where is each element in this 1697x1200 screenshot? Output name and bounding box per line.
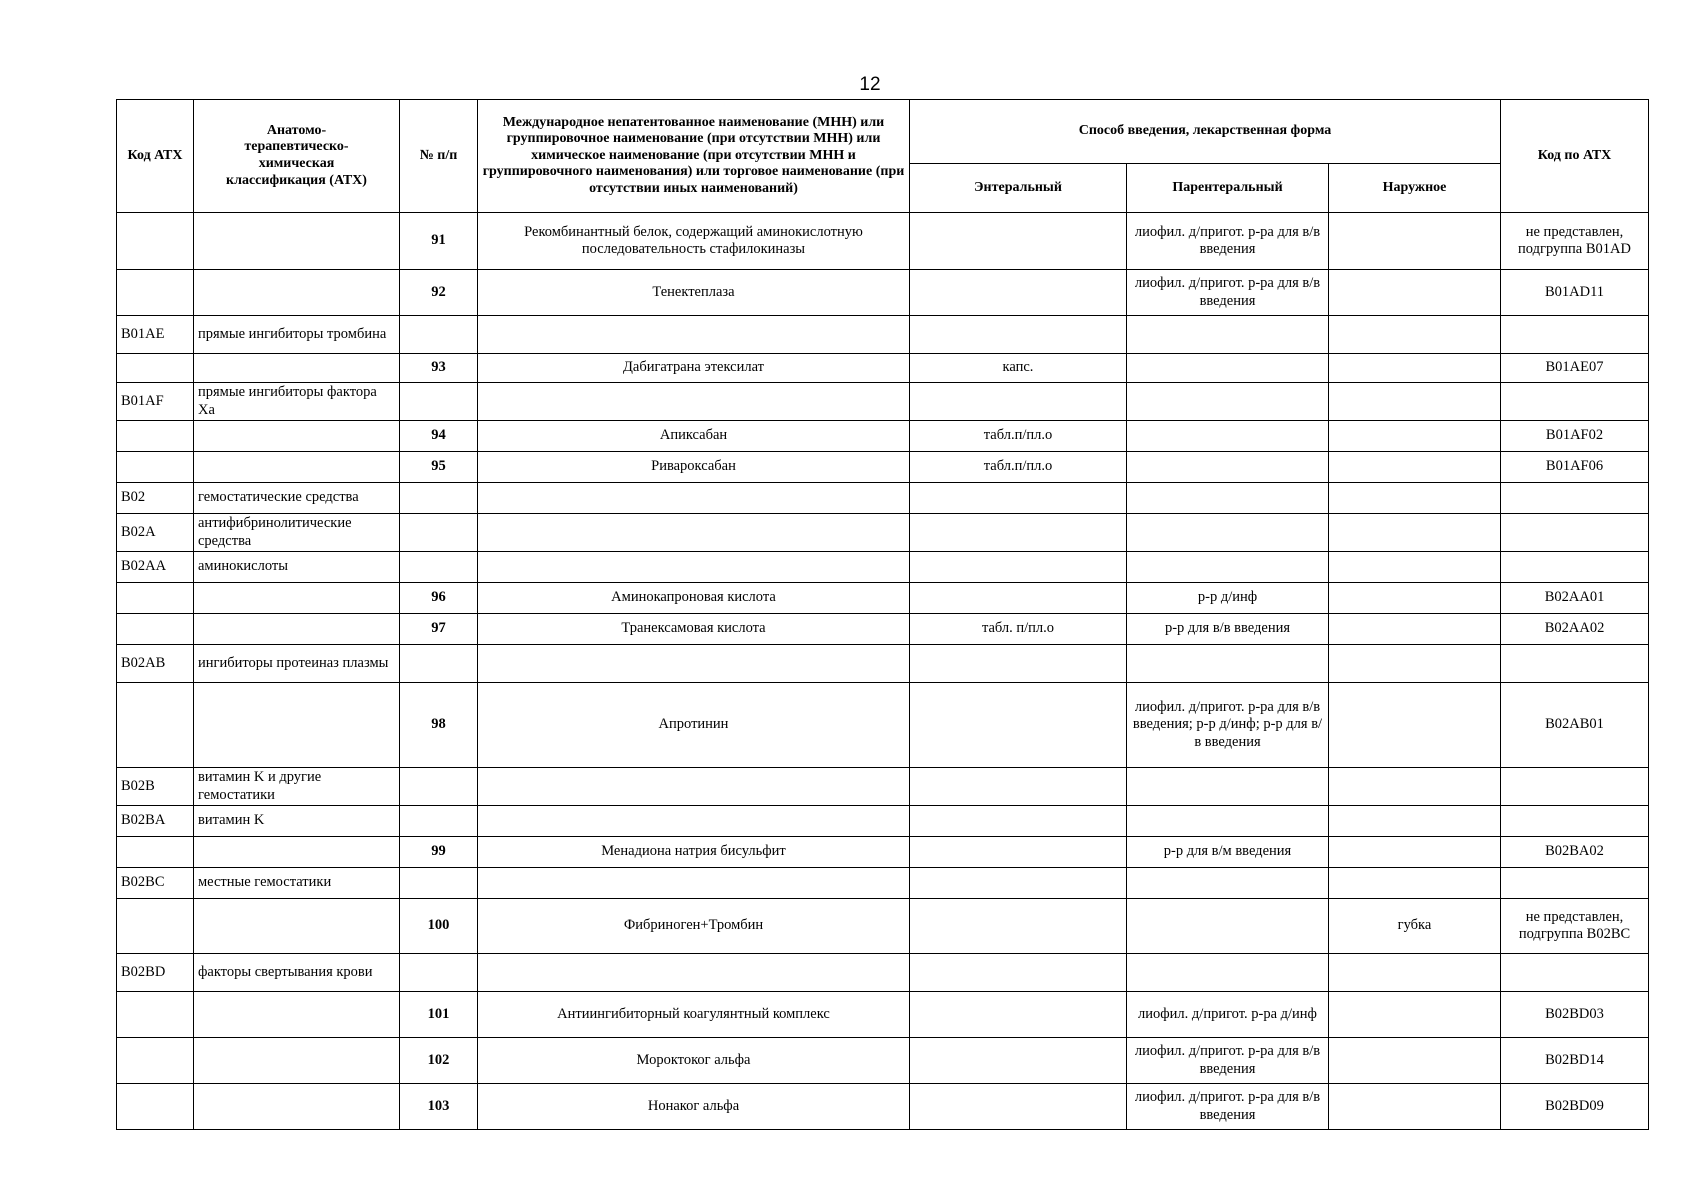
enteral-form-cell [910,806,1127,837]
classification-cell [194,583,400,614]
classification-cell: прямые ингибиторы фактора Ха [194,383,400,421]
enteral-form-cell [910,483,1127,514]
external-form-cell [1329,992,1501,1038]
atx-ref-cell: B02BD09 [1501,1084,1649,1130]
number-cell [400,514,478,552]
atx-ref-cell [1501,316,1649,354]
header-number: № п/п [400,100,478,213]
enteral-form-cell: табл.п/пл.о [910,452,1127,483]
enteral-form-cell [910,1084,1127,1130]
drug-name-cell [478,383,910,421]
atx-code-cell [117,1084,194,1130]
atx-ref-cell: B01AD11 [1501,270,1649,316]
header-parenteral: Парентеральный [1127,164,1329,213]
drug-name-cell: Транексамовая кислота [478,614,910,645]
enteral-form-cell [910,899,1127,954]
classification-cell: прямые ингибиторы тромбина [194,316,400,354]
drug-name-cell [478,868,910,899]
enteral-form-cell [910,868,1127,899]
atx-ref-cell [1501,514,1649,552]
atx-code-cell: B01AF [117,383,194,421]
header-enteral: Энтеральный [910,164,1127,213]
number-cell: 102 [400,1038,478,1084]
classification-cell [194,614,400,645]
number-cell [400,768,478,806]
atx-code-cell [117,683,194,768]
external-form-cell [1329,614,1501,645]
table-body [117,213,1649,1130]
atx-ref-cell: не представлен, подгруппа B01AD [1501,213,1649,270]
drug-name-cell [478,768,910,806]
enteral-form-cell [910,768,1127,806]
classification-cell: гемостатические средства [194,483,400,514]
parenteral-form-cell: лиофил. д/пригот. р-ра для в/в введения [1127,270,1329,316]
classification-cell [194,683,400,768]
table-row [117,483,1649,514]
external-form-cell [1329,837,1501,868]
atx-ref-cell [1501,768,1649,806]
atx-ref-cell: B01AF02 [1501,421,1649,452]
table-row [117,270,1649,316]
number-cell [400,806,478,837]
table-row [117,1038,1649,1084]
number-cell: 92 [400,270,478,316]
atx-code-cell [117,837,194,868]
header-route-group: Способ введения, лекарственная форма [910,100,1501,164]
drug-name-cell [478,954,910,992]
table-row [117,645,1649,683]
number-cell: 95 [400,452,478,483]
external-form-cell [1329,421,1501,452]
atx-ref-cell: не представлен, подгруппа B02BC [1501,899,1649,954]
atx-code-cell: B02AB [117,645,194,683]
number-cell [400,316,478,354]
atx-ref-cell: B01AE07 [1501,354,1649,383]
external-form-cell [1329,483,1501,514]
atx-ref-cell: B02BD14 [1501,1038,1649,1084]
classification-cell: аминокислоты [194,552,400,583]
atx-ref-cell: B01AF06 [1501,452,1649,483]
atx-code-cell [117,452,194,483]
number-cell [400,552,478,583]
external-form-cell [1329,383,1501,421]
number-cell: 96 [400,583,478,614]
header-classification: Анатомо-терапевтическо-химическая классификация (АТХ) [194,100,400,213]
drug-name-cell: Антиингибиторный коагулянтный комплекс [478,992,910,1038]
external-form-cell [1329,954,1501,992]
external-form-cell [1329,316,1501,354]
atx-ref-cell: B02BA02 [1501,837,1649,868]
drug-name-cell [478,645,910,683]
external-form-cell: губка [1329,899,1501,954]
table-row [117,514,1649,552]
table-row [117,837,1649,868]
classification-cell [194,837,400,868]
parenteral-form-cell [1127,316,1329,354]
classification-cell [194,213,400,270]
atx-code-cell: B01AE [117,316,194,354]
number-cell: 103 [400,1084,478,1130]
classification-cell [194,421,400,452]
number-cell: 91 [400,213,478,270]
table-row [117,899,1649,954]
parenteral-form-cell [1127,768,1329,806]
drug-name-cell: Апиксабан [478,421,910,452]
table-row [117,316,1649,354]
enteral-form-cell [910,552,1127,583]
classification-cell [194,354,400,383]
number-cell [400,954,478,992]
atx-ref-cell [1501,868,1649,899]
number-cell: 97 [400,614,478,645]
enteral-form-cell [910,1038,1127,1084]
classification-cell: антифибринолитические средства [194,514,400,552]
parenteral-form-cell: р-р для в/в введения [1127,614,1329,645]
atx-code-cell: B02AA [117,552,194,583]
parenteral-form-cell: лиофил. д/пригот. р-ра для в/в введения [1127,1038,1329,1084]
drug-name-cell: Менадиона натрия бисульфит [478,837,910,868]
drug-name-cell: Тенектеплаза [478,270,910,316]
atx-ref-cell [1501,383,1649,421]
enteral-form-cell [910,683,1127,768]
parenteral-form-cell: лиофил. д/пригот. р-ра для в/в введения [1127,213,1329,270]
enteral-form-cell [910,837,1127,868]
table-header [117,100,1649,213]
external-form-cell [1329,270,1501,316]
drug-name-cell: Апротинин [478,683,910,768]
drug-name-cell [478,552,910,583]
atx-code-cell [117,1038,194,1084]
parenteral-form-cell: лиофил. д/пригот. р-ра для в/в введения; р-р д/инф; р-р для в/в введения [1127,683,1329,768]
enteral-form-cell: табл.п/пл.о [910,421,1127,452]
enteral-form-cell [910,213,1127,270]
table-row [117,614,1649,645]
drug-name-cell: Аминокапроновая кислота [478,583,910,614]
enteral-form-cell [910,270,1127,316]
table-row [117,683,1649,768]
atx-code-cell: B02BD [117,954,194,992]
drug-name-cell: Нонаког альфа [478,1084,910,1130]
enteral-form-cell [910,583,1127,614]
table-row [117,768,1649,806]
external-form-cell [1329,645,1501,683]
atx-code-cell: B02A [117,514,194,552]
number-cell: 94 [400,421,478,452]
atx-code-cell: B02BC [117,868,194,899]
page-number: 12 [859,74,881,95]
atx-ref-cell [1501,645,1649,683]
parenteral-form-cell: р-р для в/м введения [1127,837,1329,868]
header-code: Код АТХ [117,100,194,213]
atx-code-cell: B02B [117,768,194,806]
parenteral-form-cell [1127,868,1329,899]
atx-ref-cell: B02AB01 [1501,683,1649,768]
atx-table [116,99,1649,1130]
parenteral-form-cell [1127,421,1329,452]
external-form-cell [1329,514,1501,552]
number-cell [400,383,478,421]
atx-ref-cell: B02BD03 [1501,992,1649,1038]
parenteral-form-cell: р-р д/инф [1127,583,1329,614]
number-cell: 98 [400,683,478,768]
header-atx-code: Код по АТХ [1501,100,1649,213]
atx-code-cell [117,354,194,383]
number-cell [400,868,478,899]
atx-code-cell [117,270,194,316]
table-row [117,552,1649,583]
classification-cell: местные гемостатики [194,868,400,899]
header-external: Наружное [1329,164,1501,213]
enteral-form-cell: капс. [910,354,1127,383]
number-cell: 93 [400,354,478,383]
enteral-form-cell [910,316,1127,354]
atx-ref-cell [1501,552,1649,583]
classification-cell: факторы свертывания крови [194,954,400,992]
drug-name-cell: Мороктоког альфа [478,1038,910,1084]
parenteral-form-cell [1127,806,1329,837]
atx-code-cell [117,899,194,954]
table-row [117,1084,1649,1130]
table-row [117,583,1649,614]
drug-name-cell: Фибриноген+Тромбин [478,899,910,954]
number-cell: 101 [400,992,478,1038]
table-row [117,383,1649,421]
external-form-cell [1329,1038,1501,1084]
drug-name-cell: Ривароксабан [478,452,910,483]
drug-name-cell: Дабигатрана этексилат [478,354,910,383]
atx-ref-cell: B02AA02 [1501,614,1649,645]
table-row [117,992,1649,1038]
atx-ref-cell [1501,483,1649,514]
enteral-form-cell: табл. п/пл.о [910,614,1127,645]
parenteral-form-cell [1127,483,1329,514]
parenteral-form-cell [1127,954,1329,992]
parenteral-form-cell [1127,514,1329,552]
parenteral-form-cell: лиофил. д/пригот. р-ра д/инф [1127,992,1329,1038]
table-row [117,421,1649,452]
external-form-cell [1329,452,1501,483]
drug-name-cell [478,316,910,354]
classification-cell [194,992,400,1038]
parenteral-form-cell [1127,354,1329,383]
classification-cell: ингибиторы протеиназ плазмы [194,645,400,683]
atx-code-cell [117,992,194,1038]
classification-cell [194,452,400,483]
parenteral-form-cell [1127,899,1329,954]
classification-cell [194,270,400,316]
table-row [117,954,1649,992]
external-form-cell [1329,683,1501,768]
atx-code-cell [117,213,194,270]
table-row [117,354,1649,383]
external-form-cell [1329,213,1501,270]
atx-ref-cell [1501,954,1649,992]
enteral-form-cell [910,514,1127,552]
number-cell [400,645,478,683]
external-form-cell [1329,583,1501,614]
classification-cell: витамин K [194,806,400,837]
enteral-form-cell [910,992,1127,1038]
number-cell: 99 [400,837,478,868]
drug-name-cell [478,514,910,552]
atx-code-cell [117,421,194,452]
drug-name-cell [478,483,910,514]
table-row [117,806,1649,837]
atx-ref-cell: B02AA01 [1501,583,1649,614]
number-cell [400,483,478,514]
external-form-cell [1329,1084,1501,1130]
external-form-cell [1329,806,1501,837]
atx-code-cell: B02BA [117,806,194,837]
table-row [117,213,1649,270]
drug-name-cell [478,806,910,837]
parenteral-form-cell [1127,552,1329,583]
enteral-form-cell [910,954,1127,992]
parenteral-form-cell [1127,383,1329,421]
parenteral-form-cell [1127,452,1329,483]
parenteral-form-cell: лиофил. д/пригот. р-ра для в/в введения [1127,1084,1329,1130]
enteral-form-cell [910,645,1127,683]
number-cell: 100 [400,899,478,954]
classification-cell [194,899,400,954]
classification-cell: витамин K и другие гемостатики [194,768,400,806]
table-row [117,868,1649,899]
drug-name-cell: Рекомбинантный белок, содержащий аминокислотную последовательность стафилокиназы [478,213,910,270]
parenteral-form-cell [1127,645,1329,683]
table-row [117,452,1649,483]
classification-cell [194,1038,400,1084]
atx-code-cell [117,614,194,645]
atx-code-cell [117,583,194,614]
external-form-cell [1329,868,1501,899]
enteral-form-cell [910,383,1127,421]
external-form-cell [1329,768,1501,806]
external-form-cell [1329,552,1501,583]
atx-ref-cell [1501,806,1649,837]
atx-code-cell: B02 [117,483,194,514]
header-name: Международное непатентованное наименование (МНН) или группировочное наименование (при отсутствии МНН) или химическое наименование (при отсутствии МНН и группировочного наименования) или торговое наименование (при отсутствии иных наименований) [478,100,910,213]
external-form-cell [1329,354,1501,383]
classification-cell [194,1084,400,1130]
